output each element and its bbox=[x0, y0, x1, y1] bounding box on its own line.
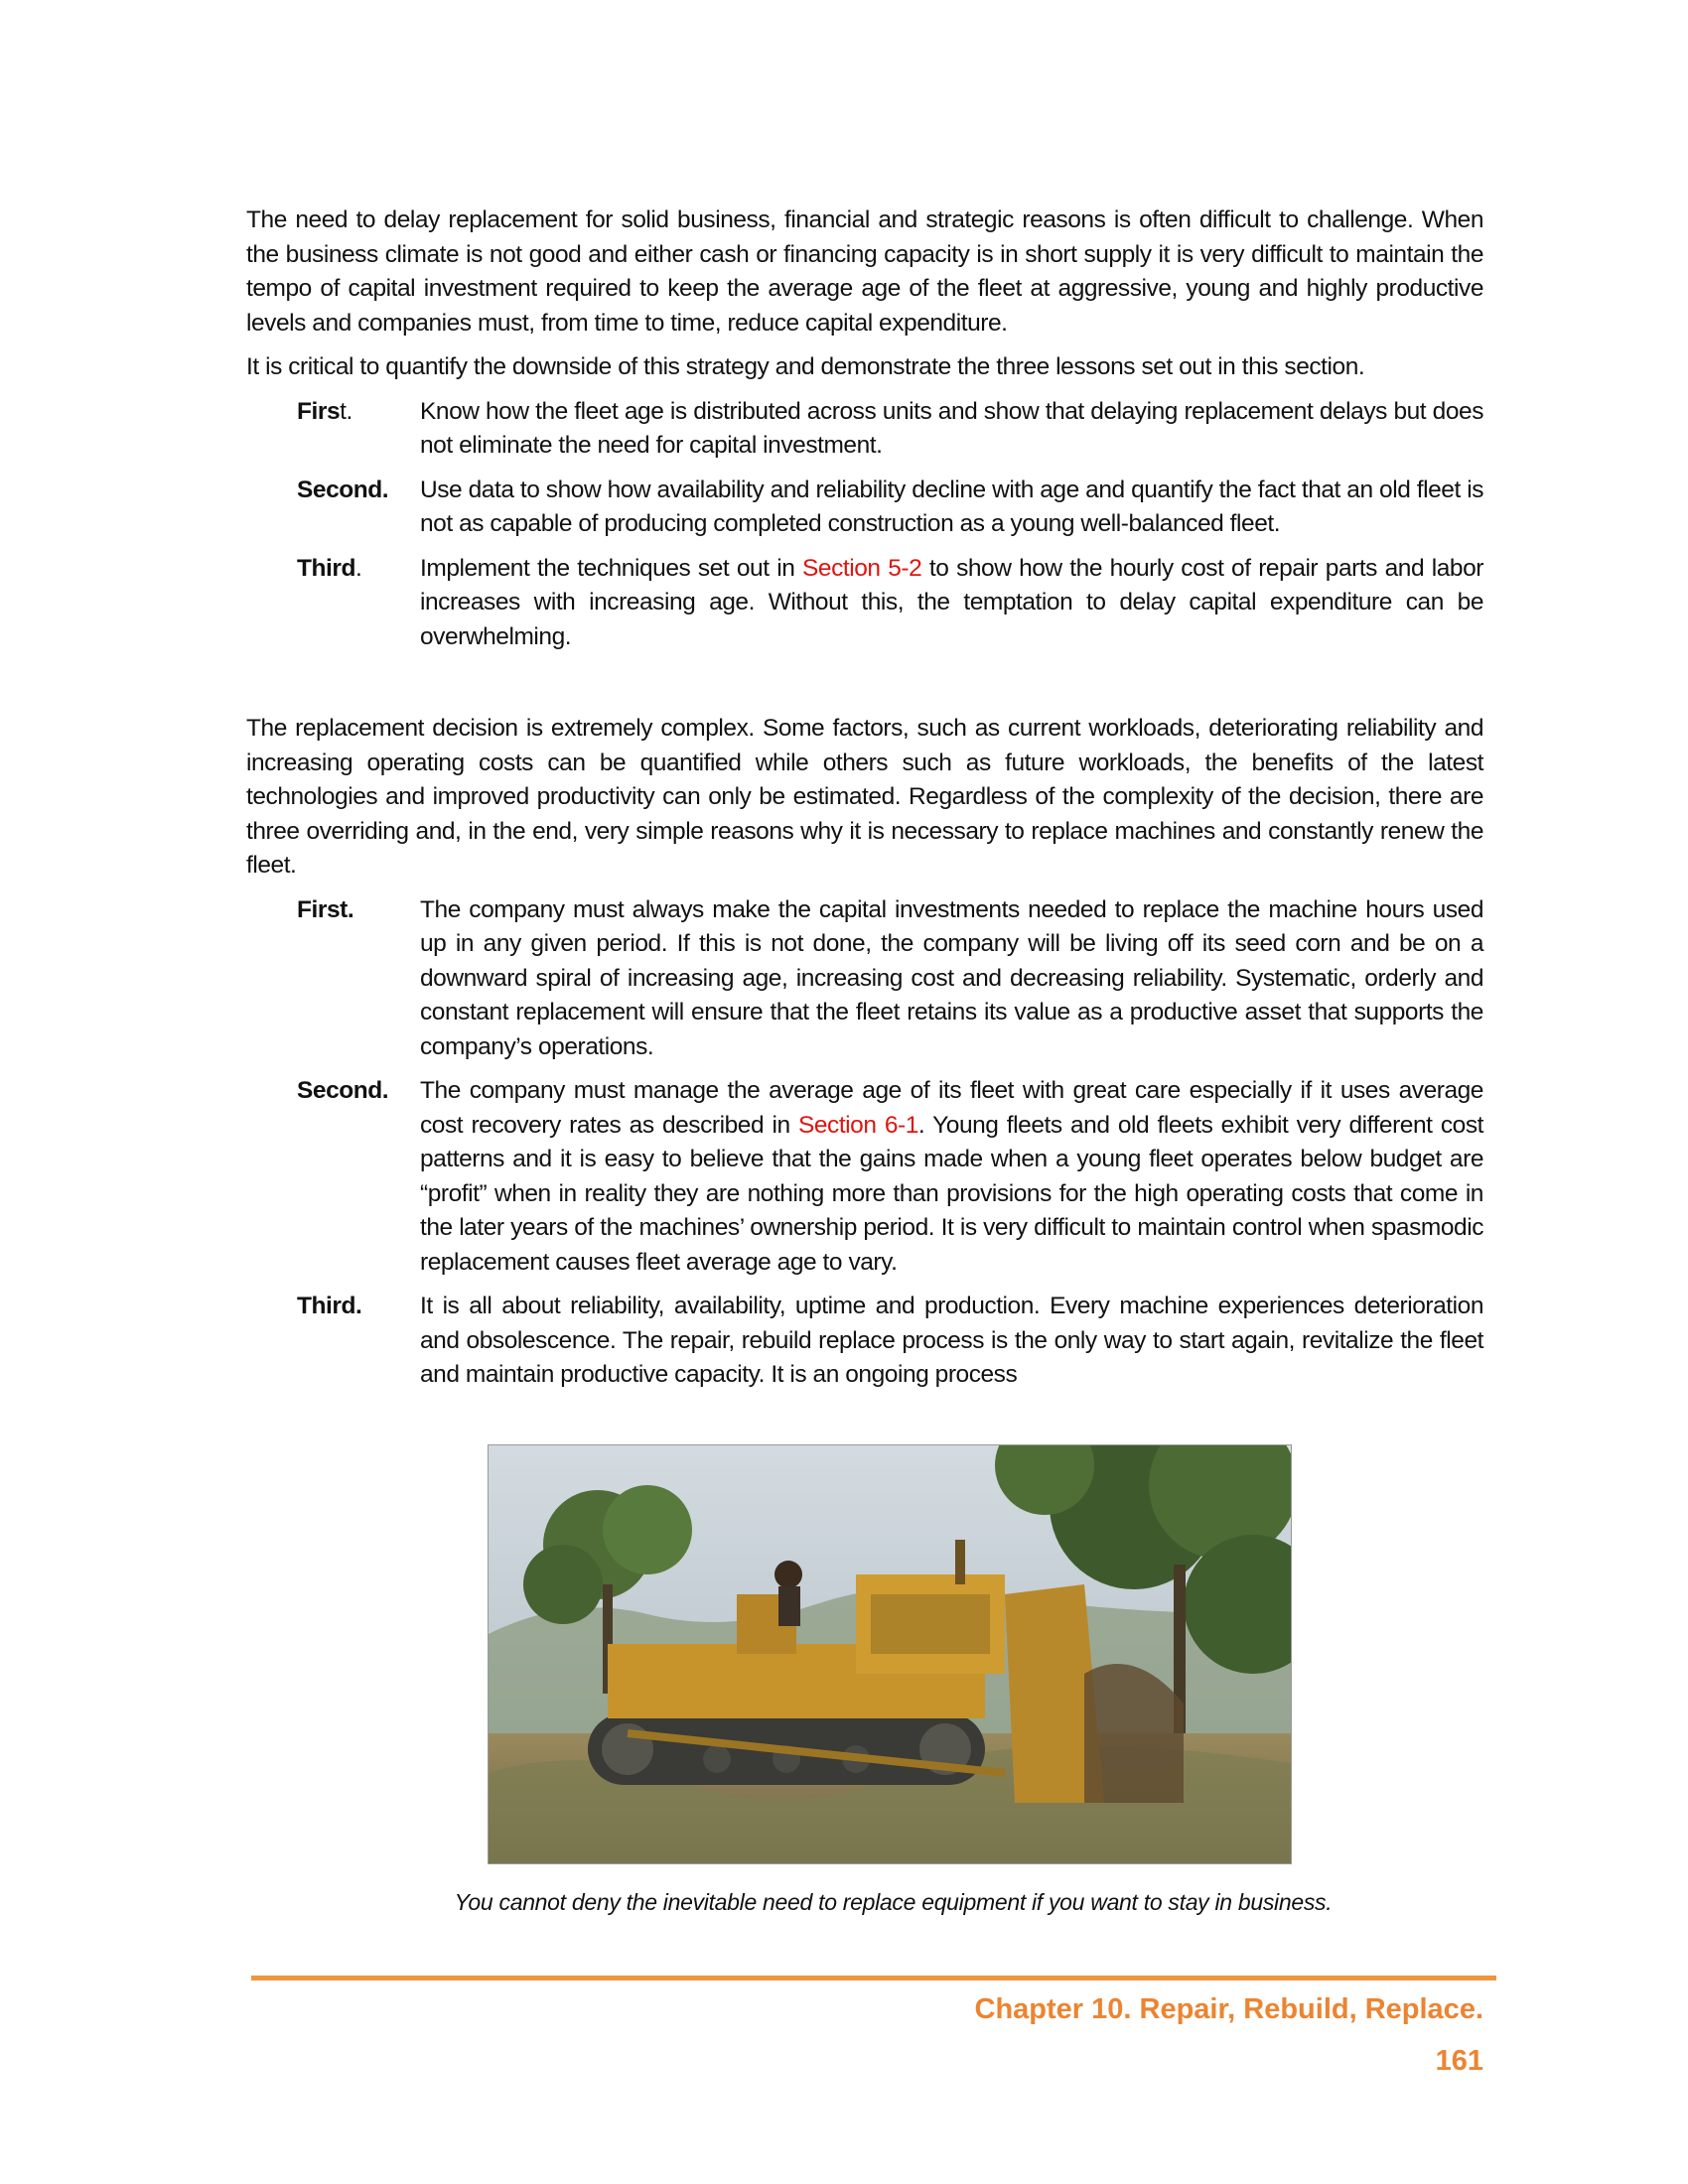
intro-lessons-lead: It is critical to quantify the downside of this strategy and demonstrate the three lessons set out in this section. bbox=[246, 353, 1365, 380]
reason-text: The company must always make the capital investments needed to replace the machine hours used up in any given period. If this is not done, the company will be living off its seed corn and be on a downward spiral of increasing age, increasing cost and decreasing reliability. Systematic, orderly and constant replacement will ensure that the fleet retains its value as a productive asset that supports the company’s operations. bbox=[420, 895, 1483, 1060]
section-6-1-link[interactable]: Section 6-1 bbox=[797, 1111, 918, 1139]
reason-item bbox=[246, 893, 1483, 1065]
section-5-2-link[interactable]: Section 5-2 bbox=[802, 554, 922, 582]
lesson-item bbox=[246, 395, 1483, 464]
intro-paragraph: The need to delay replacement for solid business, financial and strategic reasons is often difficult to challenge. When the business climate is not good and either cash or financing capacity is in short supply it is very difficult to maintain the tempo of capital investment required to keep the average age of the fleet at aggressive, young and highly productive levels and companies must, from time to time, reduce capital expenditure. bbox=[246, 206, 1483, 337]
decision-paragraph: The replacement decision is extremely complex. Some factors, such as current workloads, deteriorating reliability and increasing operating costs can be quantified while others such as future workloads, the benefits of the latest technologies and improved productivity can only be estimated. Regardless of the complexity of the decision, there are three overriding and, in the end, very simple reasons why it is necessary to replace machines and constantly renew the fleet. bbox=[246, 715, 1483, 879]
lesson-text: Use data to show how availability and reliability decline with age and quantify the fact that an old fleet is not as capable of producing completed construction as a young well-balanced fleet. bbox=[420, 476, 1483, 537]
reason-label: Second. bbox=[297, 1077, 389, 1104]
lesson-label: First. bbox=[297, 397, 352, 425]
lesson-text: Implement the techniques set out in Section 5-2 to show how the hourly cost of repair parts and labor increases with increasing age. Without this, the temptation to delay capital expenditure can be overwhelming. bbox=[420, 554, 1483, 650]
page-body bbox=[246, 204, 1483, 1403]
figure-caption: You cannot deny the inevitable need to replace equipment if you want to stay in business. bbox=[454, 1889, 1333, 1915]
reason-item bbox=[246, 1290, 1483, 1393]
footer-rule bbox=[251, 1976, 1496, 1980]
reason-text: The company must manage the average age of its fleet with great care especially if it uses average cost recovery rates as described in Section 6-1. Young fleets and old fleets exhibit very different cost patterns and it is easy to believe that the gains made when a young fleet operates below budget are “profit” when in reality they are nothing more than provisions for the high operating costs that come in the later years of the machines’ ownership period. It is very difficult to maintain control when spasmodic replacement causes fleet average age to vary. bbox=[420, 1077, 1483, 1276]
lesson-label: Third. bbox=[297, 554, 362, 582]
bulldozer-illustration bbox=[489, 1445, 1291, 1863]
lesson-text: Know how the fleet age is distributed across units and show that delaying replacement delays but does not eliminate the need for capital investment. bbox=[420, 397, 1483, 459]
chapter-title: Chapter 10. Repair, Rebuild, Replace. bbox=[974, 1993, 1483, 2025]
operator bbox=[774, 1561, 802, 1588]
reason-label: First. bbox=[297, 895, 354, 923]
reason-text: It is all about reliability, availability, uptime and production. Every machine experiences deterioration and obsolescence. The repair, rebuild replace process is the only way to start again, revitalize the fleet and maintain productive capacity. It is an ongoing process bbox=[420, 1293, 1483, 1388]
exhaust-stack bbox=[955, 1540, 965, 1584]
lesson-item bbox=[246, 474, 1483, 542]
reason-label: Third. bbox=[297, 1293, 362, 1319]
bulldozer-photo bbox=[488, 1444, 1292, 1864]
lesson-label: Second. bbox=[297, 476, 389, 503]
reason-item bbox=[246, 1074, 1483, 1280]
page-number: 161 bbox=[1435, 2045, 1483, 2077]
lesson-item bbox=[246, 552, 1483, 655]
